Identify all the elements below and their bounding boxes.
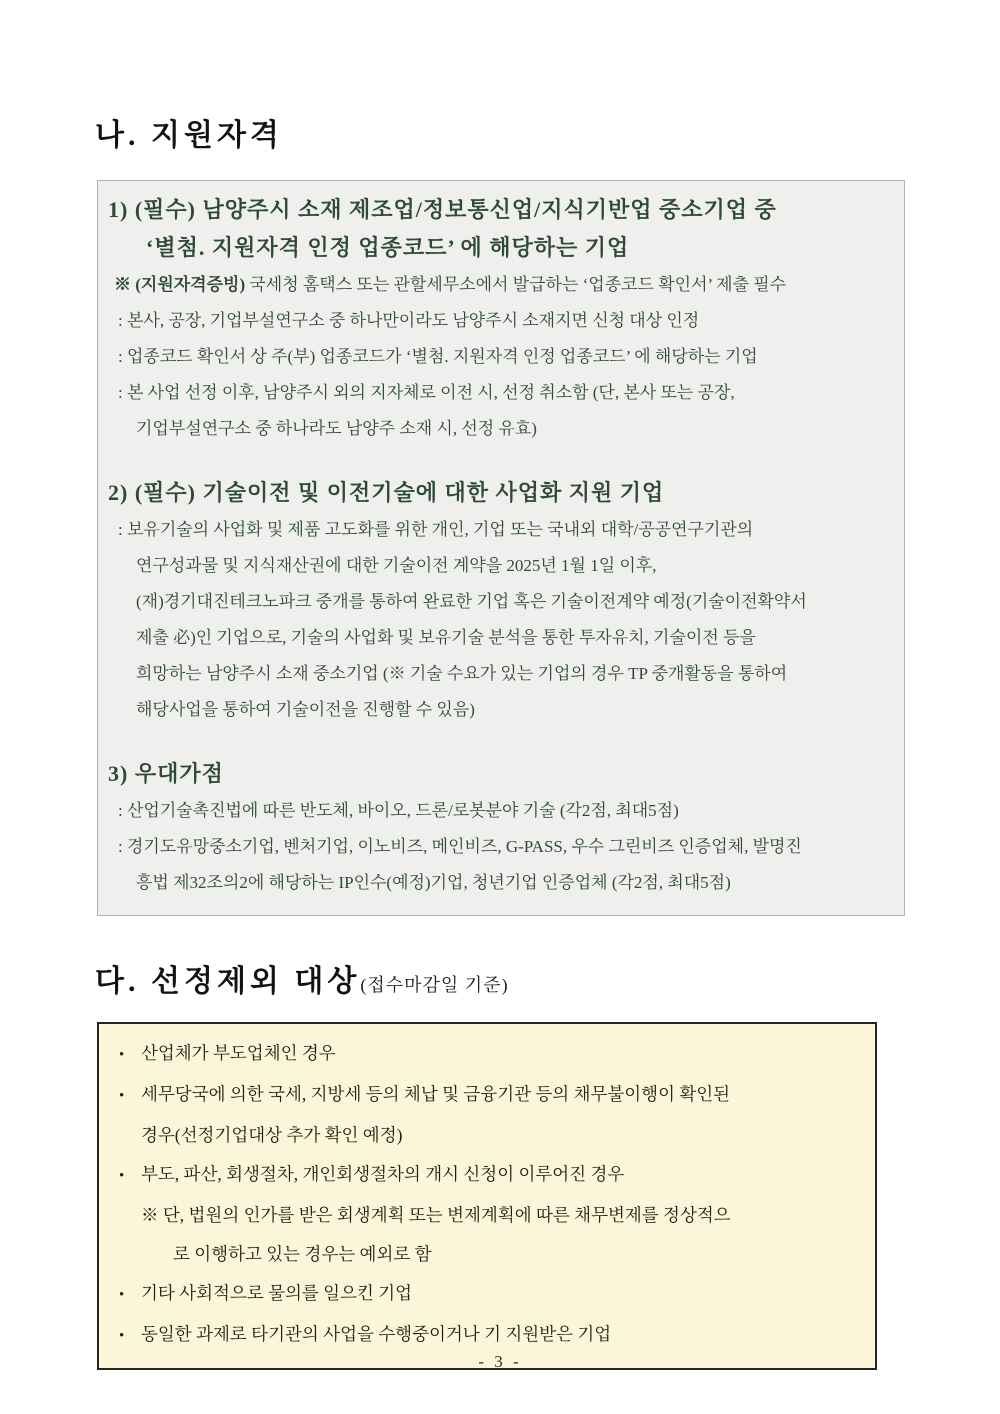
exclusion-line bbox=[111, 1034, 865, 1075]
exclusion-line bbox=[111, 1274, 865, 1315]
item1-proof-note bbox=[108, 267, 890, 303]
exclusion-text: 산업체가 부도업체인 경우 bbox=[141, 1043, 336, 1063]
item3-heading: 3) 우대가점 bbox=[108, 761, 224, 786]
item2-line: : 보유기술의 사업화 및 제품 고도화를 위한 개인, 기업 또는 국내외 대학/공공연구기관의 bbox=[118, 520, 754, 539]
item1-heading-line1: 1) (필수) 남양주시 소재 제조업/정보통신업/지식기반업 중소기업 중 bbox=[108, 197, 777, 222]
bullet-icon: • bbox=[119, 1047, 125, 1063]
exclusion-text: 세무당국에 의한 국세, 지방세 등의 체납 및 금융기관 등의 채무불이행이 확인된 bbox=[141, 1084, 731, 1104]
item3-line: : 경기도유망중소기업, 벤처기업, 이노비즈, 메인비즈, G-PASS, 우수 그린비즈 인증업체, 발명진 bbox=[118, 837, 802, 856]
item1-line: : 본 사업 선정 이후, 남양주시 외의 지자체로 이전 시, 선정 취소함 (단, 본사 또는 공장, bbox=[118, 383, 735, 402]
section-c-title bbox=[0, 916, 1000, 1000]
item2-line-continuation: (재)경기대진테크노파크 중개를 통하여 완료한 기업 혹은 기술이전계약 예정(기술이전확약서 bbox=[136, 592, 807, 611]
section-c-title-suffix: (접수마감일 기준) bbox=[360, 975, 509, 995]
item2-line-continuation: 희망하는 남양주시 소재 중소기업 (※ 기술 수요가 있는 기업의 경우 TP 중개활동을 통하여 bbox=[136, 664, 788, 683]
page-number: - 3 - bbox=[478, 1352, 522, 1371]
bullet-icon: • bbox=[119, 1287, 125, 1303]
eligibility-box bbox=[97, 180, 905, 916]
bullet-icon: • bbox=[119, 1168, 125, 1184]
section-c-title-text: 다. 선정제외 대상 bbox=[95, 965, 361, 998]
exclusion-text: 동일한 과제로 타기관의 사업을 수행중이거나 기 지원받은 기업 bbox=[141, 1324, 612, 1344]
item1-proof-note-label: ※ (지원자격증빙) bbox=[114, 275, 246, 294]
exclusion-box bbox=[97, 1022, 877, 1370]
item1-proof-note-text: 국세청 홈택스 또는 관할세무소에서 발급하는 ‘업종코드 확인서’ 제출 필수 bbox=[245, 275, 787, 294]
exclusion-line bbox=[111, 1315, 865, 1356]
exclusion-text: 부도, 파산, 회생절차, 개인회생절차의 개시 신청이 이루어진 경우 bbox=[141, 1164, 625, 1184]
exclusion-line-continuation: 경우(선정기업대상 추가 확인 예정) bbox=[141, 1125, 403, 1145]
exclusion-exception-note-continuation: 로 이행하고 있는 경우는 예외로 함 bbox=[173, 1244, 432, 1264]
item1-line: : 본사, 공장, 기업부설연구소 중 하나만이라도 남양주시 소재지면 신청 대상 인정 bbox=[118, 311, 700, 330]
bullet-icon: • bbox=[119, 1328, 125, 1344]
section-b-title: 나. 지원자격 bbox=[95, 119, 283, 152]
item2-line-continuation: 제출 必)인 기업으로, 기술의 사업화 및 보유기술 분석을 통한 투자유치, 기술이전 등을 bbox=[136, 628, 756, 647]
eligibility-item-3 bbox=[108, 755, 890, 901]
eligibility-item-1 bbox=[108, 191, 890, 447]
item2-heading: 2) (필수) 기술이전 및 이전기술에 대한 사업화 지원 기업 bbox=[108, 480, 665, 505]
item1-line: : 업종코드 확인서 상 주(부) 업종코드가 ‘별첨. 지원자격 인정 업종코드’ 에 해당하는 기업 bbox=[118, 347, 758, 366]
exclusion-line bbox=[111, 1155, 865, 1196]
exclusion-line bbox=[111, 1075, 865, 1116]
exclusion-text: 기타 사회적으로 물의를 일으킨 기업 bbox=[141, 1283, 413, 1303]
item1-heading-line2: ‘별첨. 지원자격 인정 업종코드’ 에 해당하는 기업 bbox=[146, 235, 630, 260]
exclusion-exception-note: ※ 단, 법원의 인가를 받은 회생계획 또는 변제계획에 따른 채무변제를 정상적으 bbox=[141, 1205, 731, 1225]
item3-line-continuation: 흥법 제32조의2에 해당하는 IP인수(예정)기업, 청년기업 인증업체 (각2점, 최대5점) bbox=[136, 873, 731, 892]
item3-line: : 산업기술촉진법에 따른 반도체, 바이오, 드론/로봇분야 기술 (각2점, 최대5점) bbox=[118, 801, 679, 820]
item2-line-continuation: 해당사업을 통하여 기술이전을 진행할 수 있음) bbox=[136, 700, 475, 719]
item1-line-continuation: 기업부설연구소 중 하나라도 남양주 소재 시, 선정 유효) bbox=[136, 419, 537, 438]
item2-line-continuation: 연구성과물 및 지식재산권에 대한 기술이전 계약을 2025년 1월 1일 이후, bbox=[136, 556, 657, 575]
eligibility-item-2 bbox=[108, 474, 890, 728]
bullet-icon: • bbox=[119, 1088, 125, 1104]
